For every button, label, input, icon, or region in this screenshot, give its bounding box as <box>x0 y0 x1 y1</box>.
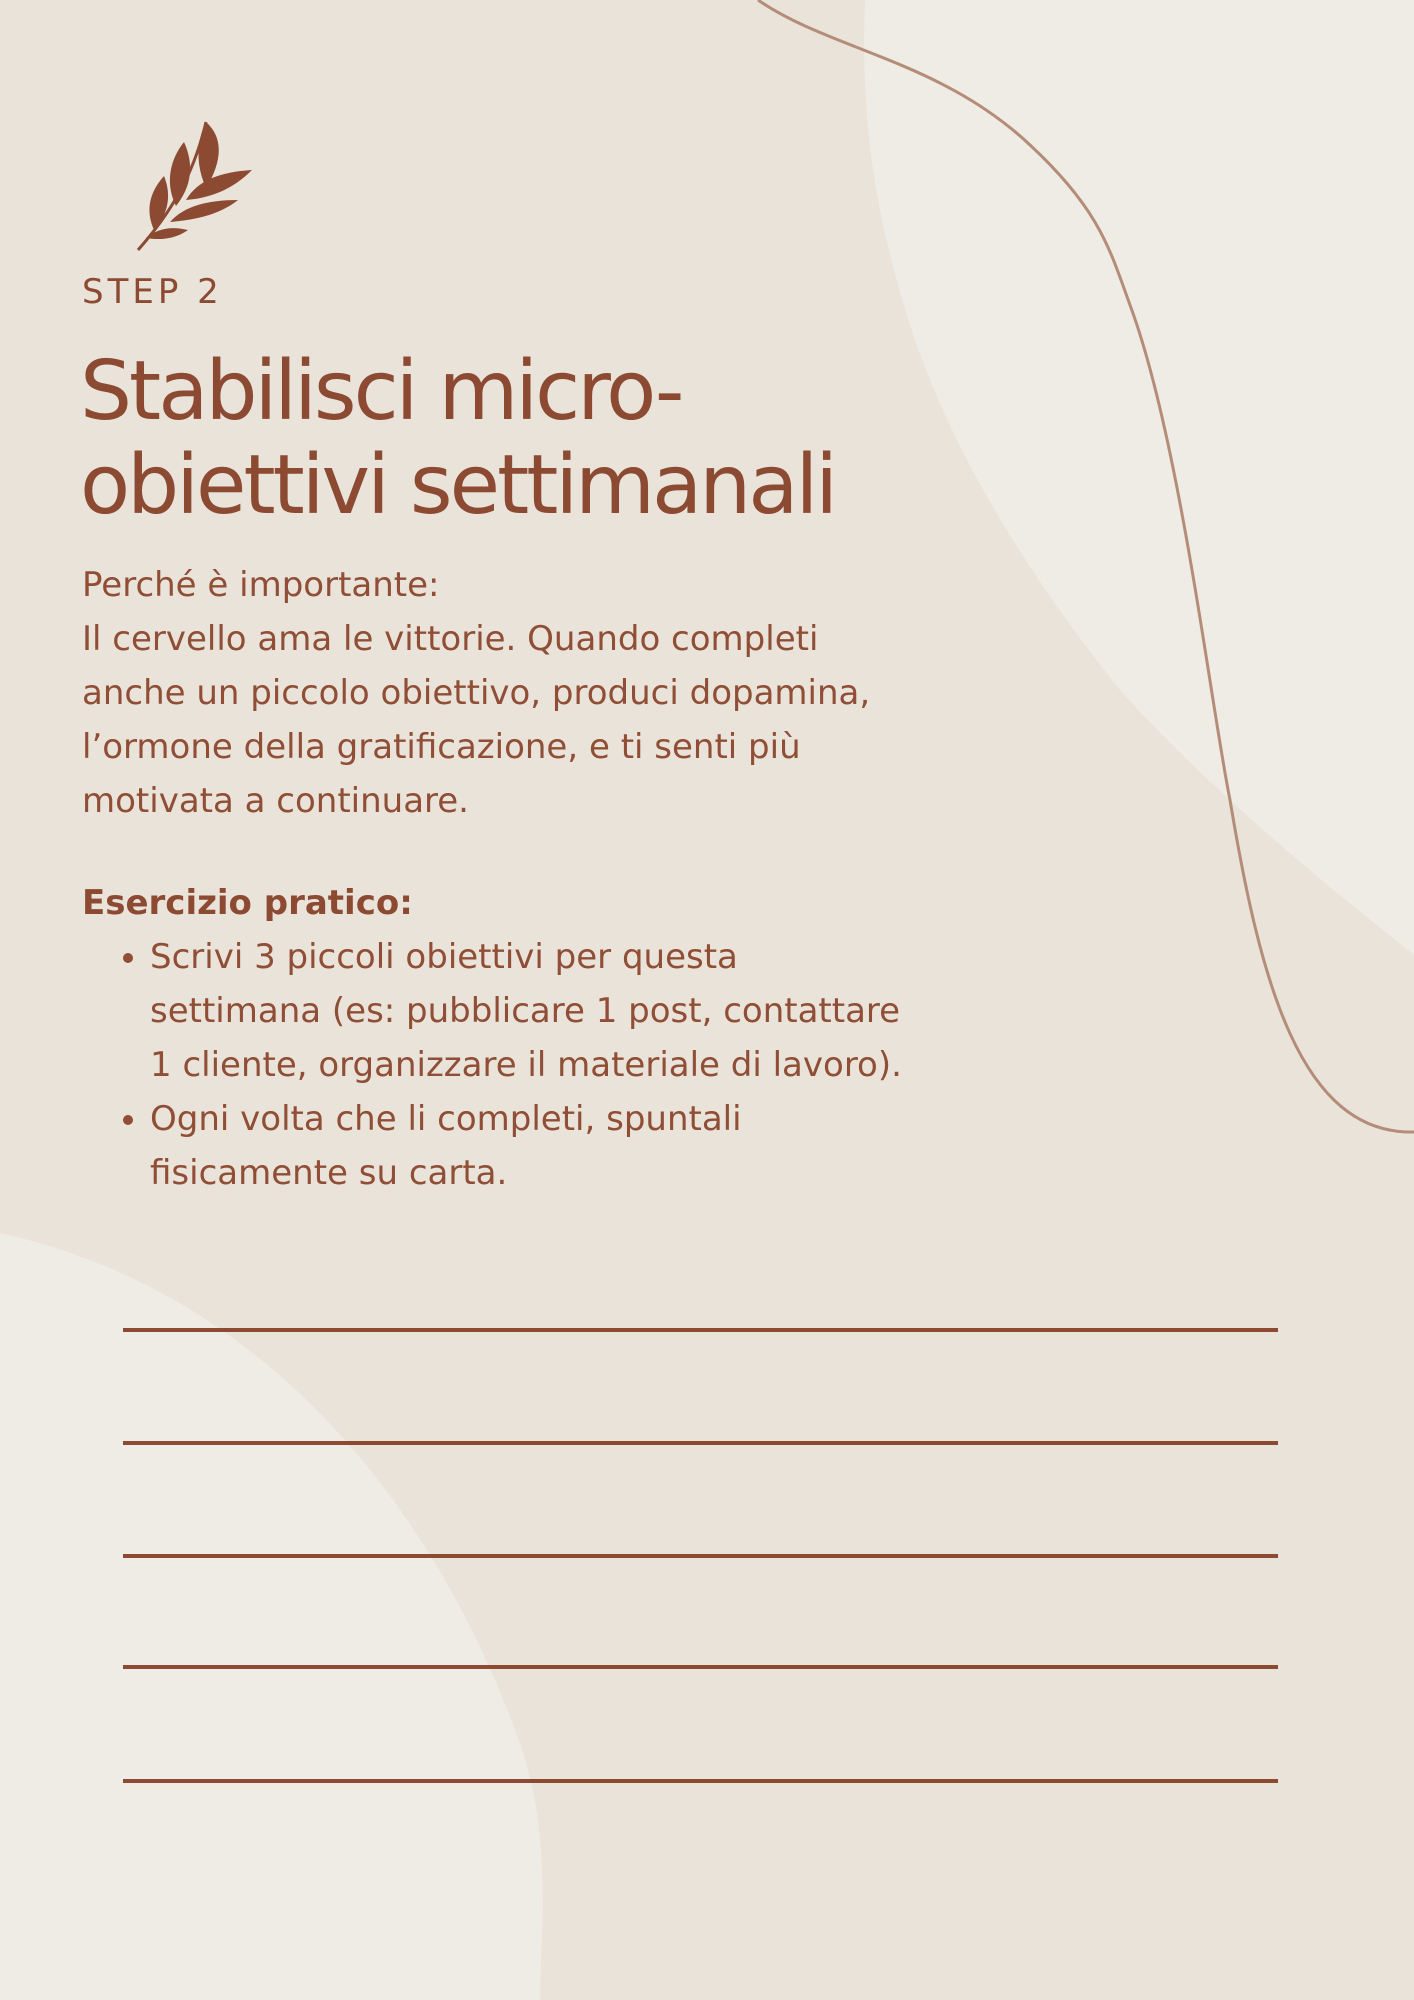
writing-line[interactable] <box>123 1554 1278 1558</box>
intro-line: anche un piccolo obiettivo, produci dopamina, <box>82 673 871 713</box>
writing-line[interactable] <box>123 1328 1278 1332</box>
exercise-title: Esercizio pratico: <box>82 883 413 923</box>
exercise-list <box>82 930 1050 1200</box>
page-title <box>80 345 980 533</box>
intro-line: Il cervello ama le vittorie. Quando completi <box>82 619 819 659</box>
intro-line: motivata a continuare. <box>82 781 469 821</box>
intro-text <box>82 558 982 828</box>
exercise-line: 1 cliente, organizzare il materiale di lavoro). <box>150 1045 902 1085</box>
writing-line[interactable] <box>123 1665 1278 1669</box>
leaf-icon <box>128 118 258 258</box>
intro-heading: Perché è importante: <box>82 565 440 605</box>
exercise-line: fisicamente su carta. <box>150 1153 508 1193</box>
writing-line[interactable] <box>123 1441 1278 1445</box>
step-label: STEP 2 <box>82 272 223 312</box>
intro-line: l’ormone della gratificazione, e ti senti più <box>82 727 801 767</box>
exercise-line: Scrivi 3 piccoli obiettivi per questa <box>150 937 738 977</box>
bottom-left-light-shape <box>0 1233 543 2000</box>
exercise-line: settimana (es: pubblicare 1 post, contattare <box>150 991 901 1031</box>
exercise-line: Ogni volta che li completi, spuntali <box>150 1099 742 1139</box>
exercise-item <box>150 930 1050 1092</box>
exercise-item <box>150 1092 1050 1200</box>
writing-line[interactable] <box>123 1779 1278 1783</box>
title-line: obiettivi settimanali <box>80 438 836 533</box>
title-line: Stabilisci micro- <box>80 344 682 439</box>
